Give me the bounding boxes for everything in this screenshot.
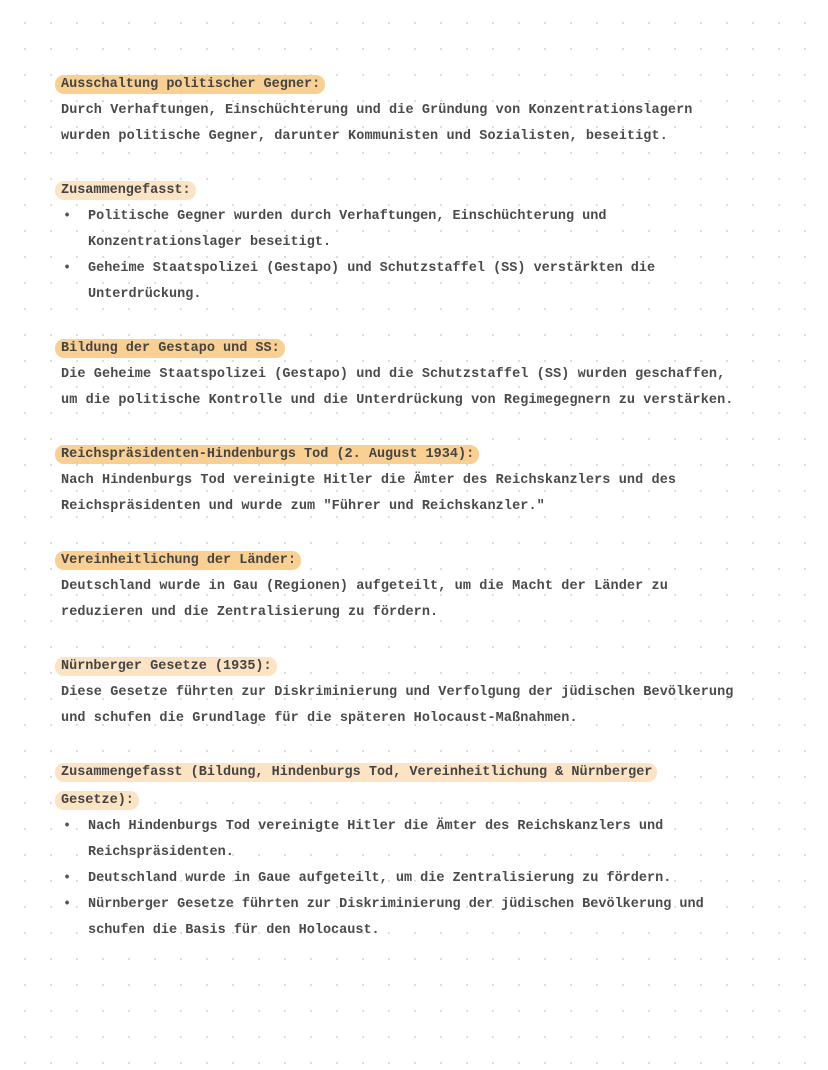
section-heading: Zusammengefasst:	[55, 181, 196, 200]
list-item	[61, 892, 804, 944]
section-heading: Nürnberger Gesetze (1935):	[55, 657, 277, 676]
section-nuernberger	[61, 652, 804, 732]
bullet-icon: •	[62, 871, 72, 886]
list-item	[61, 814, 804, 866]
bullet-icon: •	[62, 897, 72, 912]
list-item-text: Geheime Staatspolizei (Gestapo) und Schutzstaffel (SS) verstärkten die Unterdrückung.	[88, 261, 656, 302]
section-text: Nach Hindenburgs Tod vereinigte Hitler die Ämter des Reichskanzlers und des Reichspräsidenten und wurde zum "Führer und Reichskanzler."	[61, 473, 677, 514]
section-ausschaltung	[61, 70, 804, 150]
list-item	[61, 256, 804, 308]
bullet-list	[61, 814, 804, 944]
bullet-list	[61, 204, 804, 308]
section-zusammengefasst-1	[61, 176, 804, 308]
list-item-text: Nürnberger Gesetze führten zur Diskriminierung der jüdischen Bevölkerung und schufen die Basis für den Holocaust.	[88, 897, 704, 938]
section-zusammengefasst-2	[61, 758, 804, 944]
section-hindenburg	[61, 440, 804, 520]
section-heading: Vereinheitlichung der Länder:	[55, 551, 301, 570]
bullet-icon: •	[62, 209, 72, 224]
section-heading: Reichspräsidenten-Hindenburgs Tod (2. August 1934):	[55, 445, 479, 464]
section-text: Die Geheime Staatspolizei (Gestapo) und die Schutzstaffel (SS) wurden geschaffen, um die politische Kontrolle und die Unterdrückung von Regimegegnern zu verstärken.	[61, 367, 734, 408]
bullet-icon: •	[62, 819, 72, 834]
list-item	[61, 866, 804, 892]
section-heading: Bildung der Gestapo und SS:	[55, 339, 285, 358]
list-item-text: Politische Gegner wurden durch Verhaftungen, Einschüchterung und Konzentrationslager beseitigt.	[88, 209, 607, 250]
section-text: Diese Gesetze führten zur Diskriminierung und Verfolgung der jüdischen Bevölkerung und schufen die Grundlage für die späteren Holocaust-Maßnahmen.	[61, 685, 734, 726]
section-heading: Zusammengefasst (Bildung, Hindenburgs Tod, Vereinheitlichung & Nürnberger Gesetze):	[55, 763, 657, 810]
section-text: Durch Verhaftungen, Einschüchterung und die Gründung von Konzentrationslagern wurden politische Gegner, darunter Kommunisten und Sozialisten, beseitigt.	[61, 103, 693, 144]
section-heading: Ausschaltung politischer Gegner:	[55, 75, 325, 94]
section-laender	[61, 546, 804, 626]
section-gestapo-ss	[61, 334, 804, 414]
list-item-text: Nach Hindenburgs Tod vereinigte Hitler die Ämter des Reichskanzlers und Reichspräsidenten.	[88, 819, 664, 860]
bullet-icon: •	[62, 261, 72, 276]
list-item-text: Deutschland wurde in Gaue aufgeteilt, um die Zentralisierung zu fördern.	[88, 871, 672, 886]
list-item	[61, 204, 804, 256]
section-text: Deutschland wurde in Gau (Regionen) aufgeteilt, um die Macht der Länder zu reduzieren und die Zentralisierung zu fördern.	[61, 579, 668, 620]
